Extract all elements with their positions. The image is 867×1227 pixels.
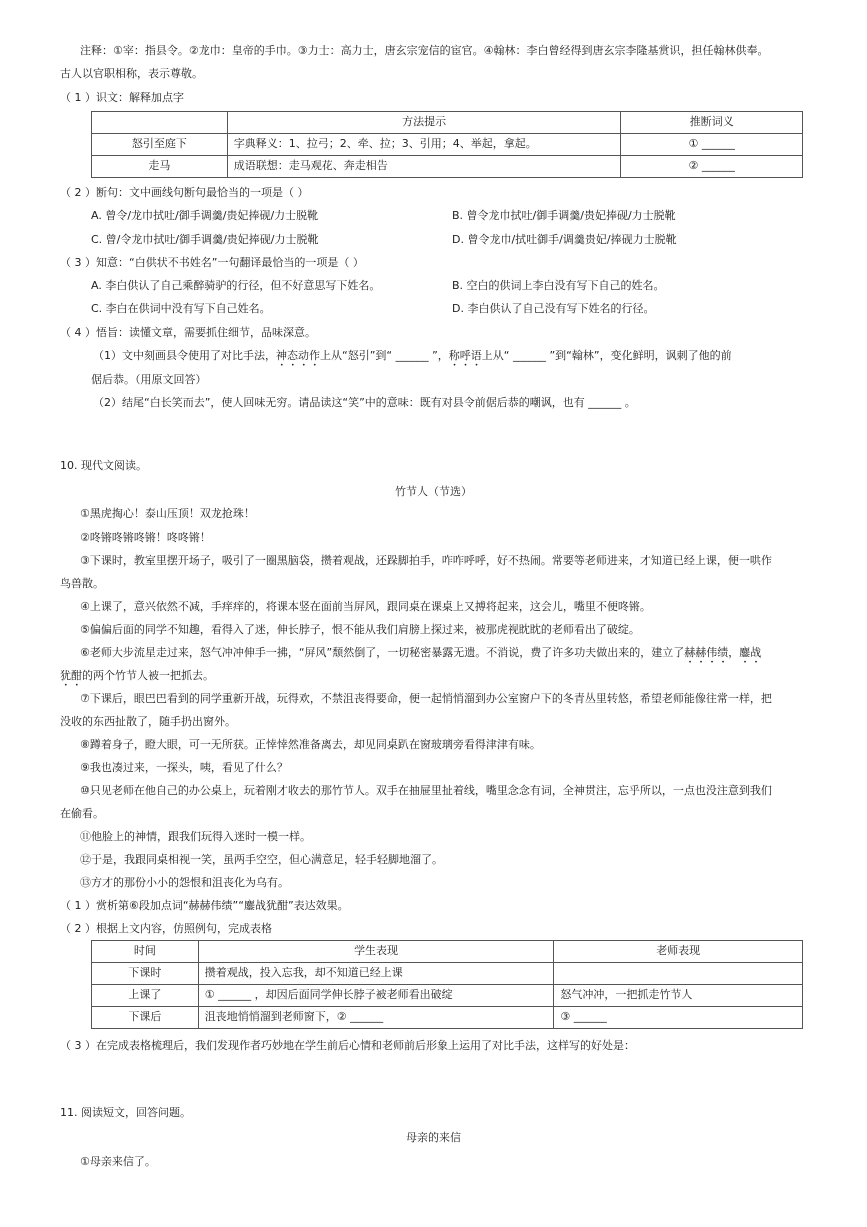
table-header-cell: 学生表现 bbox=[198, 941, 554, 963]
q2-option-a[interactable]: A. 曾令/龙巾拭吐/御手调羹/贵妃捧砚/力士脱靴 bbox=[91, 209, 319, 222]
q1-table bbox=[91, 111, 803, 178]
q4-title: （ 4 ）悟旨：读懂文章，需要抓住细节，品味深意。 bbox=[60, 326, 316, 339]
table-row bbox=[92, 985, 803, 1007]
table-row bbox=[92, 156, 803, 178]
table-header-row bbox=[92, 112, 803, 134]
paragraph: ⑨我也凑过来，一探头，咦，看见了什么？ bbox=[80, 761, 288, 774]
dotted-text: 犹酣 bbox=[60, 669, 82, 682]
section-10-title: 竹节人（节选） bbox=[395, 485, 472, 498]
notes-line-2: 古人以官职相称，表示尊敬。 bbox=[60, 67, 203, 80]
q2-title: （ 2 ）断句：文中画线句断句最恰当的一项是（ ） bbox=[60, 186, 309, 199]
paragraph bbox=[60, 669, 214, 689]
paragraph: ⑩只见老师在他自己的办公桌上，玩着刚才收去的那竹节人。双手在抽屉里扯着线，嘴里念念有词，全神贯注，忘乎所以，一点也没注意到我们 bbox=[80, 784, 772, 797]
paragraph: ④上课了，意兴依然不减，手痒痒的，将课本竖在面前当屏风，跟同桌在课桌上又搏将起来，这会儿，嘴里不便咚锵。 bbox=[80, 600, 651, 613]
q3-option-b[interactable]: B. 空白的供词上李白没有写下自己的姓名。 bbox=[452, 279, 665, 292]
paragraph: ①黑虎掏心！泰山压顶！双龙抢珠！ bbox=[80, 507, 255, 520]
s10-q2: （ 2 ）根据上文内容，仿照例句，完成表格 bbox=[60, 922, 272, 935]
table-row bbox=[92, 963, 803, 985]
table-cell: 下课后 bbox=[92, 1007, 199, 1029]
q4-sub1-text: （1）文中刻画县令使用了对比手法， bbox=[93, 349, 276, 362]
table-cell-word: 怒引至庭下 bbox=[92, 134, 228, 156]
q4-sub1-text: 上从“ ______ ”到“翰林”，变化鲜明，讽刺了他的前 bbox=[481, 349, 732, 362]
table-cell-answer: ② ______ bbox=[621, 156, 803, 178]
paragraph: ⑬方才的那份小小的怨恨和沮丧化为乌有。 bbox=[80, 876, 289, 889]
paragraph: ⑦下课后，眼巴巴看到的同学重新开战，玩得欢，不禁沮丧得要命，便一起悄悄溜到办公室窗户下的冬青丛里转悠，希望老师能像往常一样，把 bbox=[80, 692, 772, 705]
table-cell-word: 走马 bbox=[92, 156, 228, 178]
paragraph: ⑫于是，我跟同桌相视一笑，虽两手空空，但心满意足，轻手轻脚地溜了。 bbox=[80, 853, 443, 866]
q3-option-a[interactable]: A. 李白供认了自己乘醉骑驴的行径，但不好意思写下姓名。 bbox=[91, 279, 381, 292]
table-cell: 攒着观战，投入忘我，却不知道已经上课 bbox=[198, 963, 554, 985]
dotted-text: 神态动作 bbox=[276, 349, 320, 362]
q2-option-c[interactable]: C. 曾/令龙巾拭吐/御手调羹/贵妃捧砚/力士脱靴 bbox=[91, 233, 319, 246]
table-cell bbox=[554, 963, 803, 985]
table-cell-answer: ① ______ bbox=[621, 134, 803, 156]
s10-q1: （ 1 ）赏析第⑥段加点词“赫赫伟绩”“鏖战犹酣”表达效果。 bbox=[60, 899, 349, 912]
dotted-text: 赫赫伟绩 bbox=[684, 646, 729, 659]
q1-title: （ 1 ）识文：解释加点字 bbox=[60, 91, 184, 104]
paragraph-text: ⑥老师大步流星走过来，怒气冲冲伸手一拂，“屏风”颓然倒了，一切秘密暴露无遗。不消说，费了许多功夫做出来的，建立了 bbox=[80, 646, 685, 659]
table-header-cell: 方法提示 bbox=[227, 112, 621, 134]
table-cell: ① ______ ，却因后面同学伸长脖子被老师看出破绽 bbox=[198, 985, 554, 1007]
paragraph: 在偷看。 bbox=[60, 807, 104, 820]
table-cell-hint: 字典释义：1、拉弓；2、牵、拉；3、引用；4、举起，拿起。 bbox=[227, 134, 621, 156]
table-header-cell: 推断词义 bbox=[621, 112, 803, 134]
paragraph: ⑧蹲着身子，瞪大眼，可一无所获。正悻悻然准备离去，却见同桌趴在窗玻璃旁看得津津有味。 bbox=[80, 738, 541, 751]
table-cell: 沮丧地悄悄溜到老师窗下，② ______ bbox=[198, 1007, 554, 1029]
q3-option-d[interactable]: D. 李白供认了自己没有写下姓名的行径。 bbox=[452, 302, 655, 315]
q4-sub1-text: 上从“怒引”到“ ______ ”， bbox=[320, 349, 449, 362]
table-row bbox=[92, 134, 803, 156]
paragraph: ①母亲来信了。 bbox=[80, 1155, 156, 1168]
notes-line-1: 注释：①宰：指县令。②龙巾：皇帝的手巾。③力士：高力士，唐玄宗宠信的宦官。④翰林：李白曾经得到唐玄宗李隆基赏识，担任翰林供奉。 bbox=[80, 44, 769, 57]
s10-table bbox=[91, 940, 803, 1029]
paragraph: 鸟兽散。 bbox=[60, 577, 104, 590]
paragraph-text: ， bbox=[728, 646, 740, 659]
table-cell: ③ ______ bbox=[554, 1007, 803, 1029]
table-header-cell: 时间 bbox=[92, 941, 199, 963]
s10-q3: （ 3 ）在完成表格梳理后，我们发现作者巧妙地在学生前后心情和老师前后形象上运用了对比手法，这样写的好处是： bbox=[60, 1039, 635, 1052]
paragraph: ②咚锵咚锵咚锵！咚咚锵！ bbox=[80, 531, 211, 544]
paragraph-text: 的两个竹节人被一把抓去。 bbox=[82, 669, 214, 682]
table-cell: 怒气冲冲，一把抓走竹节人 bbox=[554, 985, 803, 1007]
table-header-cell: 老师表现 bbox=[554, 941, 803, 963]
section-11-heading: 11. 阅读短文，回答问题。 bbox=[60, 1106, 191, 1119]
q3-option-c[interactable]: C. 李白在供词中没有写下自己姓名。 bbox=[91, 302, 271, 315]
table-cell: 上课了 bbox=[92, 985, 199, 1007]
q4-sub2: （2）结尾“白长笑而去”，使人回味无穷。请品读这“笑”中的意味：既有对县令前倨后恭的嘲讽，也有 ______ 。 bbox=[93, 396, 636, 409]
paragraph: ⑪他脸上的神情，跟我们玩得入迷时一模一样。 bbox=[80, 830, 311, 843]
table-cell: 下课时 bbox=[92, 963, 199, 985]
q4-sub1-line2: 倨后恭。（用原文回答） bbox=[91, 373, 207, 386]
q2-option-d[interactable]: D. 曾令龙巾/拭吐御手/调羹贵妃/捧砚力士脱靴 bbox=[452, 233, 677, 246]
paragraph bbox=[80, 646, 761, 666]
q3-title: （ 3 ）知意：“白供状不书姓名”一句翻译最恰当的一项是（ ） bbox=[60, 256, 364, 269]
section-11-title: 母亲的来信 bbox=[406, 1131, 461, 1144]
section-10-heading: 10. 现代文阅读。 bbox=[60, 459, 147, 472]
q4-sub1-line1 bbox=[93, 349, 732, 369]
paragraph: ③下课时，教室里摆开场子，吸引了一圈黑脑袋，攒着观战，还跺脚拍手，咋咋呼呼，好不热闹。常要等老师进来，才知道已经上课，便一哄作 bbox=[80, 554, 772, 567]
table-header-row bbox=[92, 941, 803, 963]
paragraph: ⑤偏偏后面的同学不知趣，看得入了迷，伸长脖子，恨不能从我们肩膀上探过来，被那虎视眈眈的老师看出了破绽。 bbox=[80, 623, 640, 636]
q2-option-b[interactable]: B. 曾令龙巾拭吐/御手调羹/贵妃捧砚/力士脱靴 bbox=[452, 209, 676, 222]
dotted-text: 鏖战 bbox=[739, 646, 762, 659]
table-cell-hint: 成语联想：走马观花、奔走相告 bbox=[227, 156, 621, 178]
table-row bbox=[92, 1007, 803, 1029]
paragraph: 没收的东西扯散了，随手扔出窗外。 bbox=[60, 715, 236, 728]
dotted-text: 称呼语 bbox=[448, 349, 482, 362]
table-header-cell bbox=[92, 112, 228, 134]
